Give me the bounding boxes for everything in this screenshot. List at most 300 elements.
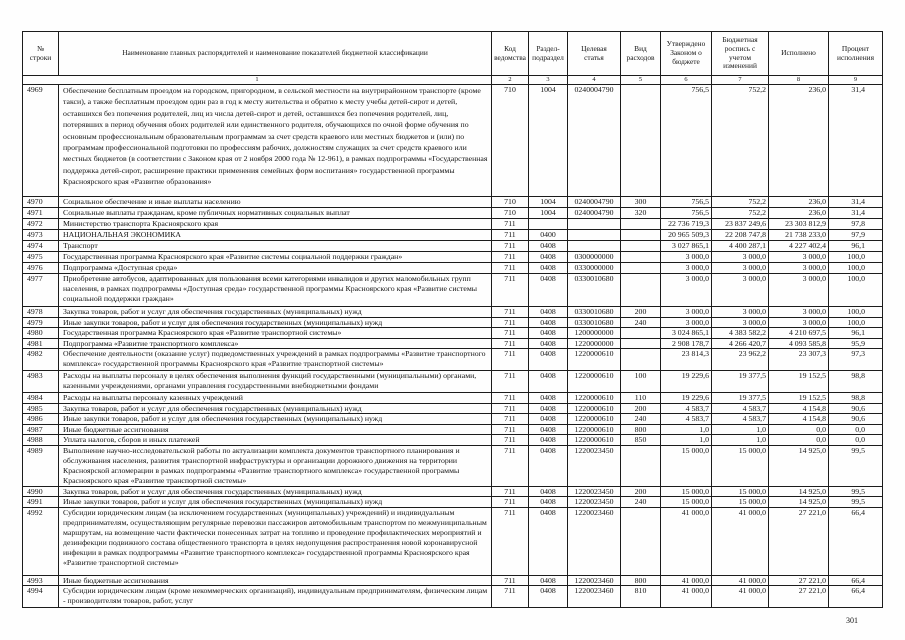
header-expense-type: Вид расходов	[621, 32, 661, 75]
budget-list-amount: 19 377,5	[712, 393, 769, 403]
target-article: 0330010680	[568, 318, 621, 328]
approved-amount: 3 024 865,1	[661, 328, 712, 338]
approved-amount: 3 000,0	[661, 318, 712, 328]
execution-percent: 98,8	[829, 371, 883, 392]
approved-amount: 20 965 509,3	[661, 230, 712, 240]
execution-percent: 96,1	[829, 328, 883, 338]
budget-list-amount: 4 583,7	[712, 414, 769, 424]
approved-amount: 15 000,0	[661, 446, 712, 486]
executed-amount: 3 000,0	[769, 307, 829, 317]
section-code: 0408	[529, 318, 568, 328]
row-name: Социальное обеспечение и иные выплаты населению	[59, 197, 492, 207]
row-name: Закупка товаров, работ и услуг для обеспечения государственных (муниципальных) нужд	[59, 487, 492, 497]
row-number: 4990	[23, 487, 59, 497]
row-number: 4975	[23, 252, 59, 262]
target-article: 1220023450	[568, 497, 621, 507]
expense-type	[621, 85, 661, 196]
dept-code: 711	[492, 404, 529, 414]
row-number: 4969	[23, 85, 59, 196]
table-row	[23, 576, 883, 587]
section-code: 0408	[529, 487, 568, 497]
execution-percent: 100,0	[829, 252, 883, 262]
dept-code: 711	[492, 446, 529, 486]
executed-amount: 23 303 812,9	[769, 219, 829, 229]
approved-amount: 41 000,0	[661, 586, 712, 607]
executed-amount: 236,0	[769, 85, 829, 196]
row-number: 4970	[23, 197, 59, 207]
budget-list-amount: 22 208 747,8	[712, 230, 769, 240]
target-article: 1220023450	[568, 487, 621, 497]
table-row	[23, 497, 883, 508]
row-name: Закупка товаров, работ и услуг для обеспечения государственных (муниципальных) нужд	[59, 307, 492, 317]
header-budget-list: Бюджетная роспись с учетом изменений	[712, 32, 769, 75]
row-name: Выполнение научно-исследовательской работы по актуализации комплекта документов транспортного планирования и обслуживания населения, развития транспортной инфраструктуры и организации дорожного движения на территории Красноярской агломерации в рамках подпрограммы «Развитие транспортного комплекса» государственной программы Красноярского края «Развитие транспортной системы»	[59, 446, 492, 486]
column-number: 2	[492, 76, 529, 84]
table-row	[23, 208, 883, 219]
budget-list-amount: 23 962,2	[712, 349, 769, 370]
table-row	[23, 349, 883, 371]
budget-list-amount: 4 266 420,7	[712, 339, 769, 349]
dept-code: 711	[492, 487, 529, 497]
table-header	[23, 32, 883, 76]
approved-amount: 15 000,0	[661, 497, 712, 507]
execution-percent: 97,3	[829, 349, 883, 370]
header-dept-code: Код ведомства	[492, 32, 529, 75]
table-row	[23, 404, 883, 415]
budget-list-amount: 41 000,0	[712, 508, 769, 575]
table-row	[23, 393, 883, 404]
executed-amount: 3 000,0	[769, 252, 829, 262]
row-name: Субсидии юридическим лицам (кроме некоммерческих организаций), индивидуальным предпринимателям, физическим лицам - производителям товаров, работ, услуг	[59, 586, 492, 607]
executed-amount: 27 221,0	[769, 586, 829, 607]
header-section: Раздел-подраздел	[529, 32, 568, 75]
row-name: Расходы на выплаты персоналу в целях обеспечения выполнения функций государственными (муниципальными) органами, казенными учреждениями, органами управления государственными внебюджетными фондами	[59, 371, 492, 392]
expense-type	[621, 349, 661, 370]
dept-code: 711	[492, 349, 529, 370]
expense-type	[621, 328, 661, 338]
expense-type: 200	[621, 487, 661, 497]
executed-amount: 27 221,0	[769, 576, 829, 586]
row-number: 4980	[23, 328, 59, 338]
column-number: 6	[661, 76, 712, 84]
expense-type: 320	[621, 208, 661, 218]
expense-type: 800	[621, 576, 661, 586]
execution-percent: 96,1	[829, 241, 883, 251]
execution-percent: 97,9	[829, 230, 883, 240]
dept-code: 711	[492, 435, 529, 445]
row-number: 4977	[23, 274, 59, 307]
expense-type: 240	[621, 414, 661, 424]
row-name: НАЦИОНАЛЬНАЯ ЭКОНОМИКА	[59, 230, 492, 240]
executed-amount: 4 154,8	[769, 404, 829, 414]
executed-amount: 3 000,0	[769, 274, 829, 307]
column-number: 7	[712, 76, 769, 84]
table-row	[23, 274, 883, 308]
budget-list-amount: 3 000,0	[712, 252, 769, 262]
expense-type: 200	[621, 404, 661, 414]
dept-code: 710	[492, 197, 529, 207]
row-number: 4984	[23, 393, 59, 403]
row-name: Министерство транспорта Красноярского края	[59, 219, 492, 229]
expense-type	[621, 241, 661, 251]
section-code: 0408	[529, 349, 568, 370]
execution-percent: 66,4	[829, 508, 883, 575]
table-row	[23, 487, 883, 498]
row-number: 4981	[23, 339, 59, 349]
section-code: 0408	[529, 307, 568, 317]
executed-amount: 0,0	[769, 435, 829, 445]
target-article: 0330010680	[568, 274, 621, 307]
expense-type	[621, 339, 661, 349]
table-row	[23, 230, 883, 241]
row-number: 4986	[23, 414, 59, 424]
budget-list-amount: 4 383 582,2	[712, 328, 769, 338]
table-row	[23, 508, 883, 576]
row-name: Государственная программа Красноярского края «Развитие системы социальной поддержки граждан»	[59, 252, 492, 262]
table-row	[23, 446, 883, 487]
target-article: 1220000610	[568, 349, 621, 370]
target-article: 1220023450	[568, 446, 621, 486]
section-code: 0408	[529, 414, 568, 424]
target-article: 1220023460	[568, 586, 621, 607]
budget-list-amount: 1,0	[712, 425, 769, 435]
execution-percent: 95,9	[829, 339, 883, 349]
execution-percent: 90,6	[829, 404, 883, 414]
approved-amount: 756,5	[661, 197, 712, 207]
approved-amount: 19 229,6	[661, 371, 712, 392]
executed-amount: 14 925,0	[769, 487, 829, 497]
table-row	[23, 435, 883, 446]
budget-list-amount: 3 000,0	[712, 307, 769, 317]
execution-percent: 99,5	[829, 497, 883, 507]
execution-percent: 31,4	[829, 208, 883, 218]
page-number: 301	[846, 616, 858, 625]
budget-list-amount: 752,2	[712, 197, 769, 207]
budget-list-amount: 3 000,0	[712, 318, 769, 328]
expense-type: 300	[621, 197, 661, 207]
table-row	[23, 252, 883, 263]
row-name: Приобретение автобусов, адаптированных для пользования всеми категориями инвалидов и других маломобильных групп населения, в рамках подпрограммы «Доступная среда» государственной программы Красноярского края «Развитие системы социальной поддержки граждан»	[59, 274, 492, 307]
target-article: 1220000610	[568, 414, 621, 424]
execution-percent: 31,4	[829, 85, 883, 196]
expense-type: 800	[621, 425, 661, 435]
target-article: 0240004790	[568, 208, 621, 218]
budget-list-amount: 41 000,0	[712, 586, 769, 607]
approved-amount: 3 000,0	[661, 307, 712, 317]
row-name: Иные закупки товаров, работ и услуг для обеспечения государственных (муниципальных) нужд	[59, 414, 492, 424]
row-number: 4974	[23, 241, 59, 251]
row-number: 4982	[23, 349, 59, 370]
approved-amount: 1,0	[661, 435, 712, 445]
section-code: 0408	[529, 274, 568, 307]
expense-type: 810	[621, 586, 661, 607]
executed-amount: 4 093 585,8	[769, 339, 829, 349]
table-row	[23, 263, 883, 274]
dept-code: 710	[492, 85, 529, 196]
header-approved: Утверждено Законом о бюджете	[661, 32, 712, 75]
target-article: 0300000000	[568, 252, 621, 262]
approved-amount: 19 229,6	[661, 393, 712, 403]
row-number: 4976	[23, 263, 59, 273]
column-number: 4	[568, 76, 621, 84]
dept-code: 711	[492, 497, 529, 507]
row-name: Подпрограмма «Развитие транспортного комплекса»	[59, 339, 492, 349]
expense-type	[621, 274, 661, 307]
row-number: 4973	[23, 230, 59, 240]
row-number: 4985	[23, 404, 59, 414]
table-row	[23, 339, 883, 350]
dept-code: 711	[492, 230, 529, 240]
row-name: Иные закупки товаров, работ и услуг для обеспечения государственных (муниципальных) нужд	[59, 497, 492, 507]
row-number: 4992	[23, 508, 59, 575]
execution-percent: 100,0	[829, 318, 883, 328]
executed-amount: 21 738 233,0	[769, 230, 829, 240]
expense-type	[621, 508, 661, 575]
table-row	[23, 307, 883, 318]
dept-code: 711	[492, 318, 529, 328]
target-article	[568, 230, 621, 240]
dept-code: 711	[492, 586, 529, 607]
executed-amount: 3 000,0	[769, 263, 829, 273]
row-name: Государственная программа Красноярского края «Развитие транспортной системы»	[59, 328, 492, 338]
expense-type	[621, 252, 661, 262]
target-article	[568, 219, 621, 229]
dept-code: 711	[492, 241, 529, 251]
target-article: 1200000000	[568, 328, 621, 338]
section-code: 0408	[529, 446, 568, 486]
execution-percent: 90,6	[829, 414, 883, 424]
executed-amount: 236,0	[769, 208, 829, 218]
row-name: Иные бюджетные ассигнования	[59, 576, 492, 586]
budget-list-amount: 4 400 287,1	[712, 241, 769, 251]
executed-amount: 27 221,0	[769, 508, 829, 575]
dept-code: 711	[492, 393, 529, 403]
budget-list-amount: 15 000,0	[712, 497, 769, 507]
row-name: Закупка товаров, работ и услуг для обеспечения государственных (муниципальных) нужд	[59, 404, 492, 414]
execution-percent: 100,0	[829, 274, 883, 307]
row-number: 4979	[23, 318, 59, 328]
approved-amount: 4 583,7	[661, 404, 712, 414]
budget-list-amount: 3 000,0	[712, 274, 769, 307]
table-row	[23, 371, 883, 393]
budget-list-amount: 1,0	[712, 435, 769, 445]
target-article: 1220023460	[568, 508, 621, 575]
approved-amount: 3 027 865,1	[661, 241, 712, 251]
approved-amount: 4 583,7	[661, 414, 712, 424]
section-code: 1004	[529, 208, 568, 218]
approved-amount: 2 908 178,7	[661, 339, 712, 349]
target-article: 0330010680	[568, 307, 621, 317]
row-number: 4978	[23, 307, 59, 317]
executed-amount: 236,0	[769, 197, 829, 207]
section-code: 0408	[529, 339, 568, 349]
dept-code: 711	[492, 252, 529, 262]
row-number: 4972	[23, 219, 59, 229]
row-name: Подпрограмма «Доступная среда»	[59, 263, 492, 273]
section-code: 0408	[529, 371, 568, 392]
expense-type: 200	[621, 307, 661, 317]
section-code: 0408	[529, 586, 568, 607]
section-code: 0408	[529, 576, 568, 586]
execution-percent: 99,5	[829, 487, 883, 497]
row-name: Социальные выплаты гражданам, кроме публичных нормативных социальных выплат	[59, 208, 492, 218]
section-code: 1004	[529, 197, 568, 207]
table-row	[23, 241, 883, 252]
row-number: 4988	[23, 435, 59, 445]
target-article: 0240004790	[568, 85, 621, 196]
dept-code: 711	[492, 339, 529, 349]
section-code: 0408	[529, 404, 568, 414]
budget-list-amount: 41 000,0	[712, 576, 769, 586]
expense-type: 240	[621, 318, 661, 328]
table-row	[23, 414, 883, 425]
table-row	[23, 85, 883, 197]
row-name: Обеспечение деятельности (оказание услуг) подведомственных учреждений в рамках подпрограммы «Развитие транспортного комплекса» государственной программы Красноярского края «Развитие транспортной системы»	[59, 349, 492, 370]
execution-percent: 100,0	[829, 307, 883, 317]
executed-amount: 19 152,5	[769, 371, 829, 392]
column-number: 5	[621, 76, 661, 84]
executed-amount: 14 925,0	[769, 497, 829, 507]
expense-type: 100	[621, 371, 661, 392]
executed-amount: 4 227 402,4	[769, 241, 829, 251]
dept-code: 711	[492, 307, 529, 317]
approved-amount: 15 000,0	[661, 487, 712, 497]
execution-percent: 98,8	[829, 393, 883, 403]
row-name: Транспорт	[59, 241, 492, 251]
execution-percent: 0,0	[829, 435, 883, 445]
column-number: 9	[829, 76, 883, 84]
row-number: 4987	[23, 425, 59, 435]
approved-amount: 756,5	[661, 208, 712, 218]
budget-list-amount: 19 377,5	[712, 371, 769, 392]
dept-code: 711	[492, 576, 529, 586]
dept-code: 710	[492, 208, 529, 218]
execution-percent: 97,8	[829, 219, 883, 229]
table-row	[23, 219, 883, 230]
dept-code: 711	[492, 263, 529, 273]
execution-percent: 100,0	[829, 263, 883, 273]
row-name: Иные закупки товаров, работ и услуг для обеспечения государственных (муниципальных) нужд	[59, 318, 492, 328]
section-code: 0408	[529, 435, 568, 445]
execution-percent: 66,4	[829, 576, 883, 586]
section-code: 0400	[529, 230, 568, 240]
header-name: Наименование главных распорядителей и наименование показателей бюджетной классификации	[59, 32, 492, 75]
section-code: 0408	[529, 393, 568, 403]
dept-code: 711	[492, 508, 529, 575]
execution-percent: 31,4	[829, 197, 883, 207]
target-article: 1220000610	[568, 393, 621, 403]
expense-type	[621, 263, 661, 273]
budget-list-amount: 752,2	[712, 208, 769, 218]
executed-amount: 4 154,8	[769, 414, 829, 424]
dept-code: 711	[492, 414, 529, 424]
column-number-row	[23, 76, 883, 85]
approved-amount: 1,0	[661, 425, 712, 435]
row-number: 4971	[23, 208, 59, 218]
approved-amount: 3 000,0	[661, 263, 712, 273]
execution-percent: 66,4	[829, 586, 883, 607]
header-target-article: Целевая статья	[568, 32, 621, 75]
table-body	[23, 85, 883, 608]
row-name: Иные бюджетные ассигнования	[59, 425, 492, 435]
expense-type	[621, 446, 661, 486]
row-number: 4983	[23, 371, 59, 392]
table-row	[23, 318, 883, 329]
dept-code: 711	[492, 219, 529, 229]
budget-list-amount: 4 583,7	[712, 404, 769, 414]
approved-amount: 22 736 719,3	[661, 219, 712, 229]
target-article: 1220023460	[568, 576, 621, 586]
dept-code: 711	[492, 274, 529, 307]
executed-amount: 23 307,3	[769, 349, 829, 370]
table-row	[23, 197, 883, 208]
target-article: 1220000610	[568, 371, 621, 392]
row-name: Обеспечение бесплатным проездом на городском, пригородном, в сельской местности на внутрирайонном транспорте (кроме такси), а также бесплатным проездом один раз в год к месту жительства и обратно к месту учебы детей-сирот и детей, оставшихся без попечения родителей, лиц из числа детей-сирот и детей, оставшихся без попечения родителей, лиц, потерявших в период обучения обоих родителей или единственного родителя, обучающихся по очной форме обучения по основным профессиональным образовательным программам за счет средств краевого или местных бюджетов и (или) по программам профессиональной подготовки по профессиям рабочих, должностям служащих за счет средств краевого или местных бюджетов (в соответствии с Законом края от 2 ноября 2000 года № 12-961), в рамках подпрограммы «Государственная поддержка детей-сирот, расширение практики применения семейных форм воспитания» государственной программы Красноярского края «Развитие образования»	[59, 85, 492, 196]
target-article: 1220000610	[568, 425, 621, 435]
target-article: 0240004790	[568, 197, 621, 207]
expense-type: 110	[621, 393, 661, 403]
approved-amount: 41 000,0	[661, 576, 712, 586]
approved-amount: 756,5	[661, 85, 712, 196]
section-code: 0408	[529, 263, 568, 273]
row-number: 4989	[23, 446, 59, 486]
executed-amount: 4 210 697,5	[769, 328, 829, 338]
target-article: 1220000610	[568, 404, 621, 414]
table-row	[23, 586, 883, 608]
expense-type	[621, 219, 661, 229]
execution-percent: 99,5	[829, 446, 883, 486]
row-name: Уплата налогов, сборов и иных платежей	[59, 435, 492, 445]
section-code: 0408	[529, 252, 568, 262]
execution-percent: 0,0	[829, 425, 883, 435]
target-article: 1220000610	[568, 435, 621, 445]
row-number: 4991	[23, 497, 59, 507]
dept-code: 711	[492, 371, 529, 392]
section-code	[529, 219, 568, 229]
budget-list-amount: 15 000,0	[712, 446, 769, 486]
approved-amount: 3 000,0	[661, 252, 712, 262]
column-number: 3	[529, 76, 568, 84]
budget-table	[22, 31, 883, 608]
row-number: 4994	[23, 586, 59, 607]
executed-amount: 0,0	[769, 425, 829, 435]
executed-amount: 14 925,0	[769, 446, 829, 486]
target-article	[568, 241, 621, 251]
budget-list-amount: 15 000,0	[712, 487, 769, 497]
column-number: 8	[769, 76, 829, 84]
expense-type: 850	[621, 435, 661, 445]
header-percent: Процент исполнения	[829, 32, 883, 75]
expense-type	[621, 230, 661, 240]
table-row	[23, 328, 883, 339]
column-number: 1	[23, 76, 492, 84]
approved-amount: 3 000,0	[661, 274, 712, 307]
section-code: 0408	[529, 497, 568, 507]
header-row-number: № строки	[23, 32, 59, 75]
row-number: 4993	[23, 576, 59, 586]
target-article: 0330000000	[568, 263, 621, 273]
section-code: 0408	[529, 425, 568, 435]
executed-amount: 3 000,0	[769, 318, 829, 328]
budget-list-amount: 752,2	[712, 85, 769, 196]
executed-amount: 19 152,5	[769, 393, 829, 403]
section-code: 0408	[529, 328, 568, 338]
header-executed: Исполнено	[769, 32, 829, 75]
budget-list-amount: 3 000,0	[712, 263, 769, 273]
target-article: 1220000000	[568, 339, 621, 349]
dept-code: 711	[492, 328, 529, 338]
section-code: 1004	[529, 85, 568, 196]
